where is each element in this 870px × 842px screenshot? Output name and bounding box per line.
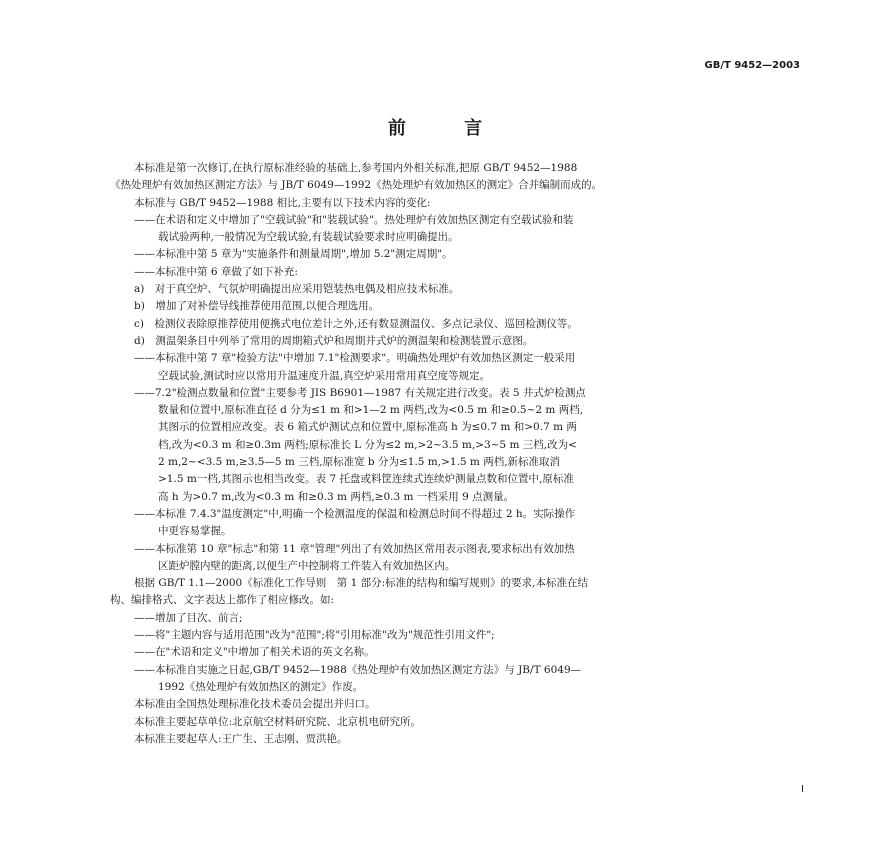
paragraph-line: 构、编排格式、文字表达上都作了相应修改。如: bbox=[110, 594, 335, 607]
list-item: b) 增加了对补偿导线推荐使用范围,以便合理选用。 bbox=[134, 300, 380, 313]
paragraph-line: >1.5 m一档,其图示也相当改变。表 7 托盘或料筐连续式连续炉测量点数和位置中,原标准 bbox=[158, 473, 574, 486]
paragraph-line: 本标准与 GB/T 9452—1988 相比,主要有以下技术内容的变化: bbox=[134, 196, 431, 209]
paragraph-line: 2 m,2~<3.5 m,≥3.5—5 m 三档,原标准宽 b 分为≤1.5 m,>1.5 m 两档,新标准取消 bbox=[158, 456, 561, 469]
page-number: I bbox=[801, 784, 804, 795]
list-item: ——在"术语和定义"中增加了相关术语的英文名称。 bbox=[134, 646, 375, 659]
list-item: ——本标准中第 7 章"检验方法"中增加 7.1"检测要求"。明确热处理炉有效加热区测定一般采用 bbox=[134, 352, 576, 365]
foreword-body bbox=[110, 160, 810, 748]
paragraph-line: 载试验两种,一般情况为空载试验,有装载试验要求时应明确提出。 bbox=[158, 231, 459, 244]
paragraph-line: 《热处理炉有效加热区测定方法》与 JB/T 6049—1992《热处理炉有效加热区的测定》合并编制而成的。 bbox=[110, 179, 603, 192]
paragraph-line: 本标准主要起草人:王广生、王志刚、贾洪艳。 bbox=[134, 732, 348, 745]
list-item: ——本标准自实施之日起,GB/T 9452—1988《热处理炉有效加热区测定方法》与 JB/T 6049— bbox=[134, 663, 582, 676]
paragraph-line: 数量和位置中,原标准直径 d 分为≤1 m 和>1—2 m 两档,改为<0.5 m 和≥0.5~2 m 两档, bbox=[158, 404, 584, 417]
list-item: d) 测温架条目中列举了常用的周期箱式炉和周期井式炉的测温架和检测装置示意图。 bbox=[134, 334, 534, 347]
list-item: ——本标准中第 5 章为"实施条件和测量周期",增加 5.2"测定周期"。 bbox=[134, 248, 453, 261]
list-item: ——本标准第 10 章"标志"和第 11 章"管理"列出了有效加热区常用表示图表,要求标出有效加热 bbox=[134, 542, 575, 555]
paragraph-line: 中更容易掌握。 bbox=[158, 525, 232, 538]
list-item: a) 对于真空炉、气氛炉明确提出应采用铠装热电偶及相应技术标准。 bbox=[134, 283, 460, 296]
paragraph-line: 根据 GB/T 1.1—2000《标准化工作导则 第 1 部分:标准的结构和编写规则》的要求,本标准在结 bbox=[134, 577, 588, 590]
list-item: ——7.2"检测点数量和位置"主要参考 JIS B6901—1987 有关规定进行改变。表 5 井式炉检测点 bbox=[134, 386, 586, 399]
paragraph-line: 档,改为<0.3 m 和≥0.3m 两档;原标准长 L 分为≤2 m,>2~3.5 m,>3~5 m 三档,改为< bbox=[158, 438, 577, 451]
list-item: ——将"主题内容与适用范围"改为"范围";将"引用标准"改为"规范性引用文件"; bbox=[134, 629, 495, 642]
paragraph-line: 本标准主要起草单位:北京航空材料研究院、北京机电研究所。 bbox=[134, 715, 422, 728]
paragraph-line: 本标准是第一次修订,在执行原标准经验的基础上,参考国内外相关标准,把原 GB/T 9452—1988 bbox=[134, 162, 578, 174]
list-item: ——在术语和定义中增加了"空载试验"和"装载试验"。热处理炉有效加热区测定有空载试验和装 bbox=[134, 213, 574, 226]
paragraph-line: 区距炉膛内壁的距离,以便生产中控制将工件装入有效加热区内。 bbox=[158, 559, 456, 572]
standard-number: GB/T 9452—2003 bbox=[704, 60, 800, 71]
list-item: ——增加了目次、前言; bbox=[134, 611, 243, 624]
paragraph-line: 1992《热处理炉有效加热区的测定》作废。 bbox=[158, 680, 364, 693]
list-item: c) 检测仪表除原推荐使用便携式电位差计之外,还有数显测温仪、多点记录仪、巡回检测仪等。 bbox=[134, 317, 578, 330]
paragraph-line: 本标准由全国热处理标准化技术委员会提出并归口。 bbox=[134, 698, 376, 711]
list-item: ——本标准中第 6 章做了如下补充: bbox=[134, 265, 298, 278]
paragraph-line: 其图示的位置相应改变。表 6 箱式炉测试点和位置中,原标准高 h 为≤0.7 m 和>0.7 m 两 bbox=[158, 421, 577, 434]
paragraph-line: 空载试验,测试时应以常用升温速度升温,真空炉采用常用真空度等规定。 bbox=[158, 369, 491, 382]
list-item: ——本标准 7.4.3"温度测定"中,明确一个检测温度的保温和检测总时间不得超过 2 h。实际操作 bbox=[134, 507, 576, 520]
paragraph-line: 高 h 为>0.7 m,改为<0.3 m 和≥0.3 m 两档,≥0.3 m 一档采用 9 点测量。 bbox=[158, 490, 515, 503]
page-title: 前 言 bbox=[387, 118, 509, 139]
